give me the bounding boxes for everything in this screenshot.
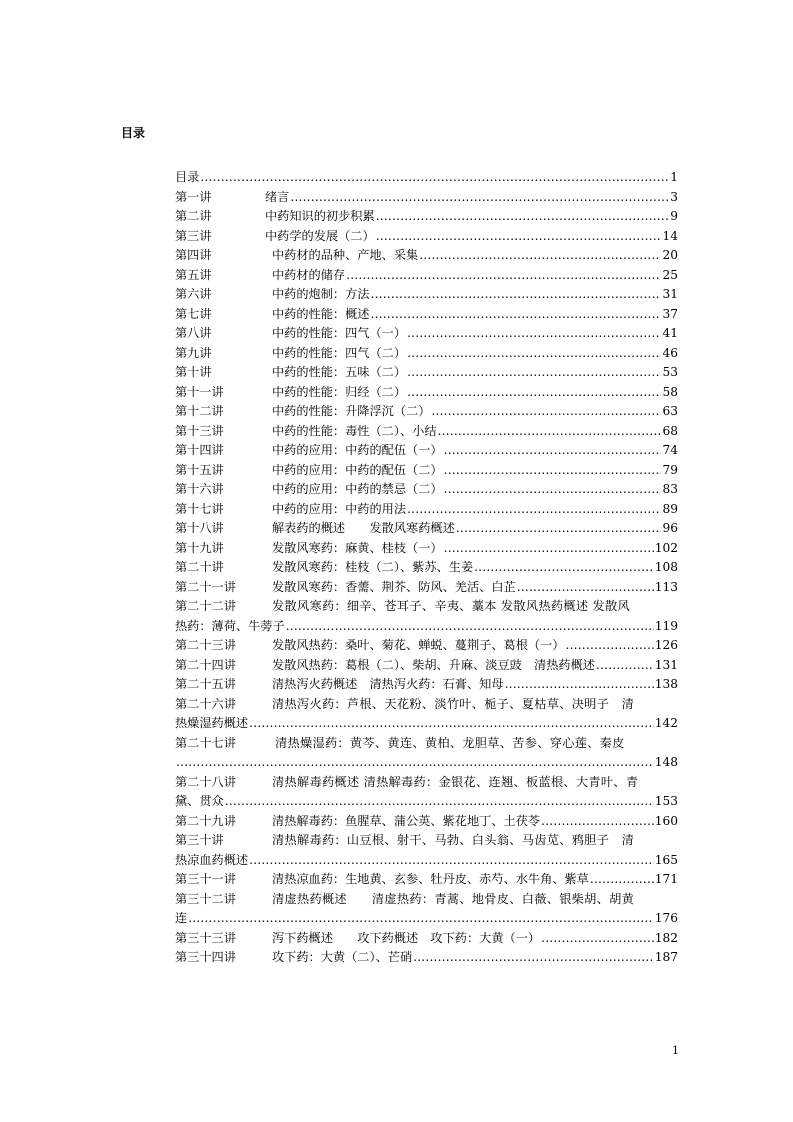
- page-ref: 53: [662, 365, 678, 379]
- table-of-contents: [175, 168, 678, 968]
- toc-entry[interactable]: [175, 539, 678, 559]
- toc-entry[interactable]: [175, 831, 678, 870]
- dot-leader: [590, 870, 654, 890]
- page-ref: 131: [654, 657, 678, 672]
- entry-title: 中药的性能：毒性（二）、小结: [272, 423, 437, 438]
- dot-leader: [407, 383, 661, 403]
- toc-entry[interactable]: [175, 363, 678, 383]
- dot-leader: [474, 558, 654, 578]
- toc-entry[interactable]: [175, 441, 678, 461]
- entry-title: 清热凉血药：生地黄、玄参、牡丹皮、赤芍、水牛角、紫草: [272, 872, 589, 886]
- page-ref: 14: [662, 228, 678, 243]
- toc-entry[interactable]: [175, 597, 678, 636]
- page-ref: 46: [662, 345, 678, 360]
- dot-leader: [431, 402, 661, 422]
- toc-entry[interactable]: [175, 207, 678, 227]
- dot-leader: [407, 363, 661, 383]
- dot-leader: [286, 617, 654, 637]
- lecture-number: 第二十六讲: [175, 696, 236, 711]
- lecture-number: 第六讲: [175, 287, 212, 301]
- page-ref: 20: [662, 248, 678, 262]
- lecture-number: 第二十九讲: [175, 813, 236, 828]
- page-ref: 171: [654, 872, 678, 886]
- toc-entry[interactable]: [175, 246, 678, 266]
- toc-entry[interactable]: [175, 402, 678, 422]
- dot-leader: [371, 305, 662, 325]
- toc-entry[interactable]: [175, 636, 678, 656]
- lecture-number: 第八讲: [175, 326, 212, 340]
- lecture-number: 第十八讲: [175, 521, 224, 535]
- lecture-number: 第七讲: [175, 306, 212, 321]
- dot-leader: [444, 461, 662, 481]
- toc-entry[interactable]: [175, 675, 678, 695]
- entry-title: 中药材的品种、产地、采集: [272, 248, 419, 262]
- entry-title-continued: 热凉血药概述: [175, 852, 249, 867]
- entry-title: 中药的炮制：方法: [272, 287, 370, 301]
- toc-entry[interactable]: [175, 461, 678, 481]
- entry-title: 清热燥湿药：黄芩、黄连、黄柏、龙胆草、苦参、穿心莲、秦皮: [275, 735, 625, 750]
- lecture-number: 第十六讲: [175, 482, 224, 496]
- lecture-number: 第三讲: [175, 228, 212, 243]
- entry-title: 发散风寒药：麻黄、桂枝（一）: [272, 540, 443, 555]
- dot-leader: [444, 441, 662, 461]
- toc-entry[interactable]: [175, 168, 678, 188]
- toc-entry[interactable]: [175, 188, 678, 208]
- toc-entry[interactable]: [175, 695, 678, 734]
- entry-title: 中药的性能：概述: [272, 306, 370, 321]
- dot-leader: [444, 480, 662, 500]
- page-ref: 37: [662, 306, 678, 321]
- page-ref: 83: [662, 482, 678, 496]
- lecture-number: 目录: [175, 170, 200, 184]
- dot-leader: [456, 519, 662, 539]
- toc-entry[interactable]: [175, 929, 678, 949]
- toc-entry[interactable]: [175, 344, 678, 364]
- dot-leader: [346, 266, 661, 286]
- entry-title: 中药的性能：归经（二）: [272, 384, 407, 399]
- toc-entry[interactable]: [175, 812, 678, 832]
- dot-leader: [225, 792, 654, 812]
- page-ref: 89: [662, 501, 678, 516]
- entry-title-continued: 黛、贯众: [175, 794, 224, 808]
- page-ref: 176: [654, 911, 678, 925]
- toc-entry[interactable]: [175, 324, 678, 344]
- page-ref: 63: [662, 404, 678, 418]
- toc-entry[interactable]: [175, 578, 678, 598]
- entry-title: 中药材的储存: [272, 267, 346, 282]
- lecture-number: 第十七讲: [175, 501, 224, 516]
- dot-leader: [541, 812, 654, 832]
- lecture-number: 第二十讲: [175, 560, 224, 574]
- lecture-number: 第十四讲: [175, 443, 224, 457]
- entry-title: 绪言: [265, 189, 290, 204]
- page-ref: 74: [662, 443, 678, 457]
- entry-title-continued: 热药：薄荷、牛蒡子: [175, 618, 285, 633]
- lecture-number: 第三十三讲: [175, 930, 236, 945]
- lecture-number: 第二十八讲: [175, 774, 236, 789]
- entry-title: 泻下药概述 攻下药概述 攻下药：大黄（一）: [272, 930, 541, 945]
- entry-title: 中药的性能：升降浮沉（二）: [272, 404, 431, 418]
- dot-leader: [407, 344, 661, 364]
- dot-leader: [188, 909, 654, 929]
- lecture-number: 第二十三讲: [175, 638, 236, 652]
- dot-leader: [517, 578, 654, 598]
- page-ref: 9: [670, 209, 678, 223]
- lecture-number: 第三十一讲: [175, 872, 236, 886]
- page-ref: 79: [662, 462, 678, 477]
- dot-leader: [596, 656, 654, 676]
- toc-entry[interactable]: [175, 948, 678, 968]
- lecture-number: 第四讲: [175, 248, 212, 262]
- entry-title: 解表药的概述 发散风寒药概述: [272, 521, 455, 535]
- dot-leader: [438, 422, 662, 442]
- page-ref: 58: [662, 384, 678, 399]
- toc-entry[interactable]: [175, 500, 678, 520]
- dot-leader: [566, 636, 654, 656]
- lecture-number: 第三十讲: [175, 833, 224, 847]
- lecture-number: 第一讲: [175, 189, 212, 204]
- toc-entry[interactable]: [175, 773, 678, 812]
- lecture-number: 第二十四讲: [175, 657, 236, 672]
- entry-title: 发散风寒药：桂枝（二）、紫苏、生姜: [272, 560, 474, 574]
- entry-title: 中药的应用：中药的用法: [272, 501, 407, 516]
- toc-entry[interactable]: [175, 305, 678, 325]
- lecture-number: 第十三讲: [175, 423, 224, 438]
- entry-title: 发散风热药：桑叶、菊花、蝉蜕、蔓荆子、葛根（一）: [272, 638, 565, 652]
- toc-entry[interactable]: [175, 870, 678, 890]
- toc-entry[interactable]: [175, 734, 678, 773]
- lecture-number: 第十九讲: [175, 540, 224, 555]
- entry-title: 清热解毒药：鱼腥草、蒲公英、紫花地丁、土茯苓: [272, 813, 541, 828]
- toc-entry[interactable]: [175, 266, 678, 286]
- entry-title-continued: 连: [175, 911, 188, 925]
- page-ref: 1: [670, 170, 678, 184]
- page-ref: 153: [654, 794, 678, 808]
- dot-leader: [419, 246, 661, 266]
- page-number: 1: [672, 1044, 679, 1057]
- toc-entry[interactable]: [175, 227, 678, 247]
- lecture-number: 第二十五讲: [175, 677, 236, 691]
- toc-entry[interactable]: [175, 383, 678, 403]
- page-ref: 31: [662, 287, 678, 301]
- page-ref: 113: [654, 579, 678, 594]
- page-ref: 126: [654, 638, 678, 652]
- toc-entry[interactable]: [175, 519, 678, 539]
- page-ref: 41: [662, 326, 678, 340]
- toc-entry[interactable]: [175, 285, 678, 305]
- entry-title: 发散风寒药：香薷、荆芥、防风、羌活、白芷: [272, 579, 516, 594]
- lecture-number: 第二十七讲: [175, 735, 236, 750]
- page-ref: 96: [662, 521, 678, 535]
- toc-entry[interactable]: [175, 656, 678, 676]
- entry-title: 发散风寒药：细辛、苍耳子、辛夷、藁本 发散风热药概述 发散风: [272, 599, 630, 613]
- dot-leader: [413, 948, 654, 968]
- entry-title: 中药知识的初步积累: [265, 209, 375, 223]
- page-ref: 148: [654, 755, 678, 769]
- dot-leader: [376, 227, 662, 247]
- page-ref: 25: [662, 267, 678, 282]
- page-ref: 102: [654, 540, 678, 555]
- lecture-number: 第五讲: [175, 267, 212, 282]
- dot-leader: [407, 500, 661, 520]
- dot-leader: [176, 753, 654, 773]
- page-ref: 182: [654, 930, 678, 945]
- page-ref: 138: [654, 677, 678, 691]
- toc-entry[interactable]: [175, 422, 678, 442]
- page-ref: 68: [662, 423, 678, 438]
- lecture-number: 第二十一讲: [175, 579, 236, 594]
- lecture-number: 第十二讲: [175, 404, 224, 418]
- lecture-number: 第三十四讲: [175, 950, 236, 964]
- toc-heading: 目录: [121, 126, 146, 140]
- page-ref: 142: [654, 716, 678, 730]
- entry-title: 中药的应用：中药的配伍（一）: [272, 443, 443, 457]
- page-ref: 108: [654, 560, 678, 574]
- entry-title: 攻下药：大黄（二）、芒硝: [272, 950, 413, 964]
- entry-title: 中药的性能：四气（一）: [272, 326, 407, 340]
- entry-title: 中药的应用：中药的禁忌（二）: [272, 482, 443, 496]
- page-ref: 3: [670, 189, 678, 204]
- entry-title: 清虚热药概述 清虚热药：青蒿、地骨皮、白薇、银柴胡、胡黄: [272, 891, 635, 906]
- entry-title: 清热泻火药概述 清热泻火药：石膏、知母: [272, 677, 504, 691]
- dot-leader: [505, 675, 654, 695]
- page-ref: 165: [654, 852, 678, 867]
- lecture-number: 第十一讲: [175, 384, 224, 399]
- dot-leader: [407, 324, 661, 344]
- entry-title: 发散风热药：葛根（二）、柴胡、升麻、淡豆豉 清热药概述: [272, 657, 595, 672]
- toc-entry[interactable]: [175, 558, 678, 578]
- entry-title: 清热解毒药概述 清热解毒药：金银花、连翘、板蓝根、大青叶、青: [272, 774, 639, 789]
- dot-leader: [290, 188, 669, 208]
- dot-leader: [249, 714, 654, 734]
- dot-leader: [376, 207, 670, 227]
- lecture-number: 第三十二讲: [175, 891, 236, 906]
- entry-title: 中药的应用：中药的配伍（二）: [272, 462, 443, 477]
- entry-title-continued: 热燥湿药概述: [175, 716, 249, 730]
- dot-leader: [249, 851, 654, 871]
- toc-entry[interactable]: [175, 480, 678, 500]
- dot-leader: [371, 285, 662, 305]
- entry-title: 中药的性能：四气（二）: [272, 345, 407, 360]
- lecture-number: 第二十二讲: [175, 599, 236, 613]
- page-ref: 119: [654, 618, 678, 633]
- lecture-number: 第二讲: [175, 209, 212, 223]
- dot-leader: [200, 168, 669, 188]
- page-ref: 160: [654, 813, 678, 828]
- toc-entry[interactable]: [175, 890, 678, 929]
- entry-title: 中药学的发展（二）: [265, 228, 375, 243]
- entry-title: 清热泻火药：芦根、天花粉、淡竹叶、栀子、夏枯草、决明子 清: [272, 696, 635, 711]
- lecture-number: 第十五讲: [175, 462, 224, 477]
- entry-title: 中药的性能：五味（二）: [272, 365, 407, 379]
- entry-title: 清热解毒药：山豆根、射干、马勃、白头翁、马齿苋、鸦胆子 清: [272, 833, 635, 847]
- dot-leader: [541, 929, 654, 949]
- page-ref: 187: [654, 950, 678, 964]
- dot-leader: [444, 539, 654, 559]
- lecture-number: 第十讲: [175, 365, 212, 379]
- lecture-number: 第九讲: [175, 345, 212, 360]
